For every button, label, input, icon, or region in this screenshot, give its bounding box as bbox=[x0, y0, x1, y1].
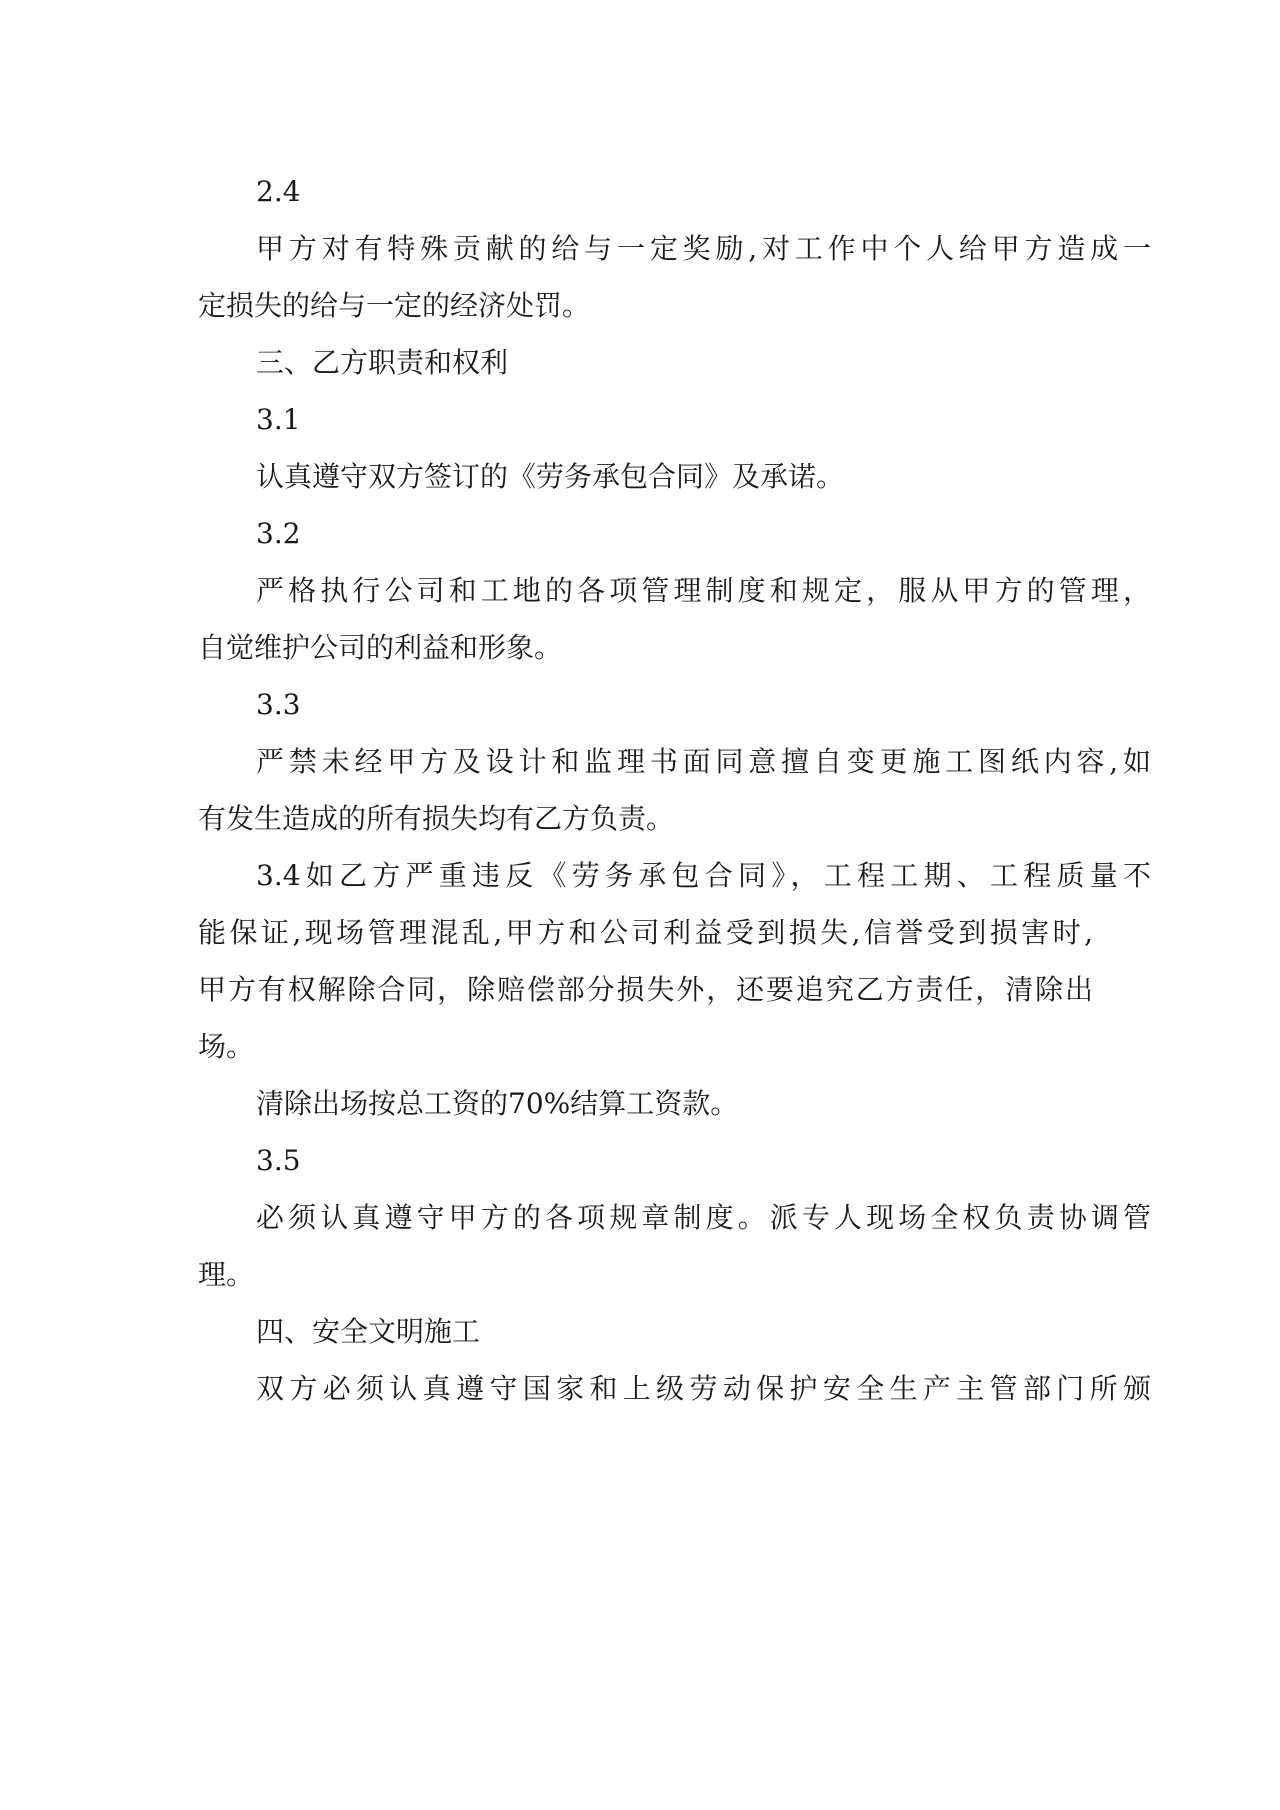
clause-3-4-line: 3.4如乙方严重违反《劳务承包合同》，工程工期、工程质量不 bbox=[256, 859, 1151, 892]
clause-number-3-3: 3.3 bbox=[256, 688, 301, 721]
paragraph-line: 严格执行公司和工地的各项管理制度和规定，服从甲方的管理， bbox=[256, 574, 1151, 607]
paragraph-line: 必须认真遵守甲方的各项规章制度。派专人现场全权负责协调管 bbox=[256, 1201, 1151, 1234]
paragraph-line: 双方必须认真遵守国家和上级劳动保护安全生产主管部门所颁 bbox=[256, 1372, 1151, 1405]
clause-number-2-4: 2.4 bbox=[256, 175, 301, 208]
clause-number-3-2: 3.2 bbox=[256, 517, 301, 550]
paragraph-line: 有发生造成的所有损失均有乙方负责。 bbox=[198, 802, 675, 835]
paragraph-line: 严禁未经甲方及设计和监理书面同意擅自变更施工图纸内容,如 bbox=[256, 745, 1151, 778]
section-heading-3: 三、乙方职责和权利 bbox=[256, 346, 509, 379]
paragraph-line: 场。 bbox=[198, 1030, 255, 1063]
clause-number-3-5: 3.5 bbox=[256, 1144, 301, 1177]
paragraph-line: 甲方有权解除合同，除赔偿部分损失外，还要追究乙方责任，清除出 bbox=[198, 973, 1093, 1006]
paragraph-line: 自觉维护公司的利益和形象。 bbox=[198, 631, 563, 664]
paragraph-line: 甲方对有特殊贡献的给与一定奖励,对工作中个人给甲方造成一 bbox=[256, 232, 1151, 265]
section-heading-4: 四、安全文明施工 bbox=[256, 1315, 481, 1348]
paragraph-line: 定损失的给与一定的经济处罚。 bbox=[198, 289, 591, 322]
paragraph-line: 能保证,现场管理混乱,甲方和公司利益受到损失,信誉受到损害时, bbox=[198, 916, 1093, 949]
paragraph-line: 理。 bbox=[198, 1258, 255, 1291]
paragraph-line: 认真遵守双方签订的《劳务承包合同》及承诺。 bbox=[256, 460, 845, 493]
clause-number-3-1: 3.1 bbox=[256, 403, 301, 436]
paragraph-line: 清除出场按总工资的70%结算工资款。 bbox=[256, 1087, 739, 1120]
